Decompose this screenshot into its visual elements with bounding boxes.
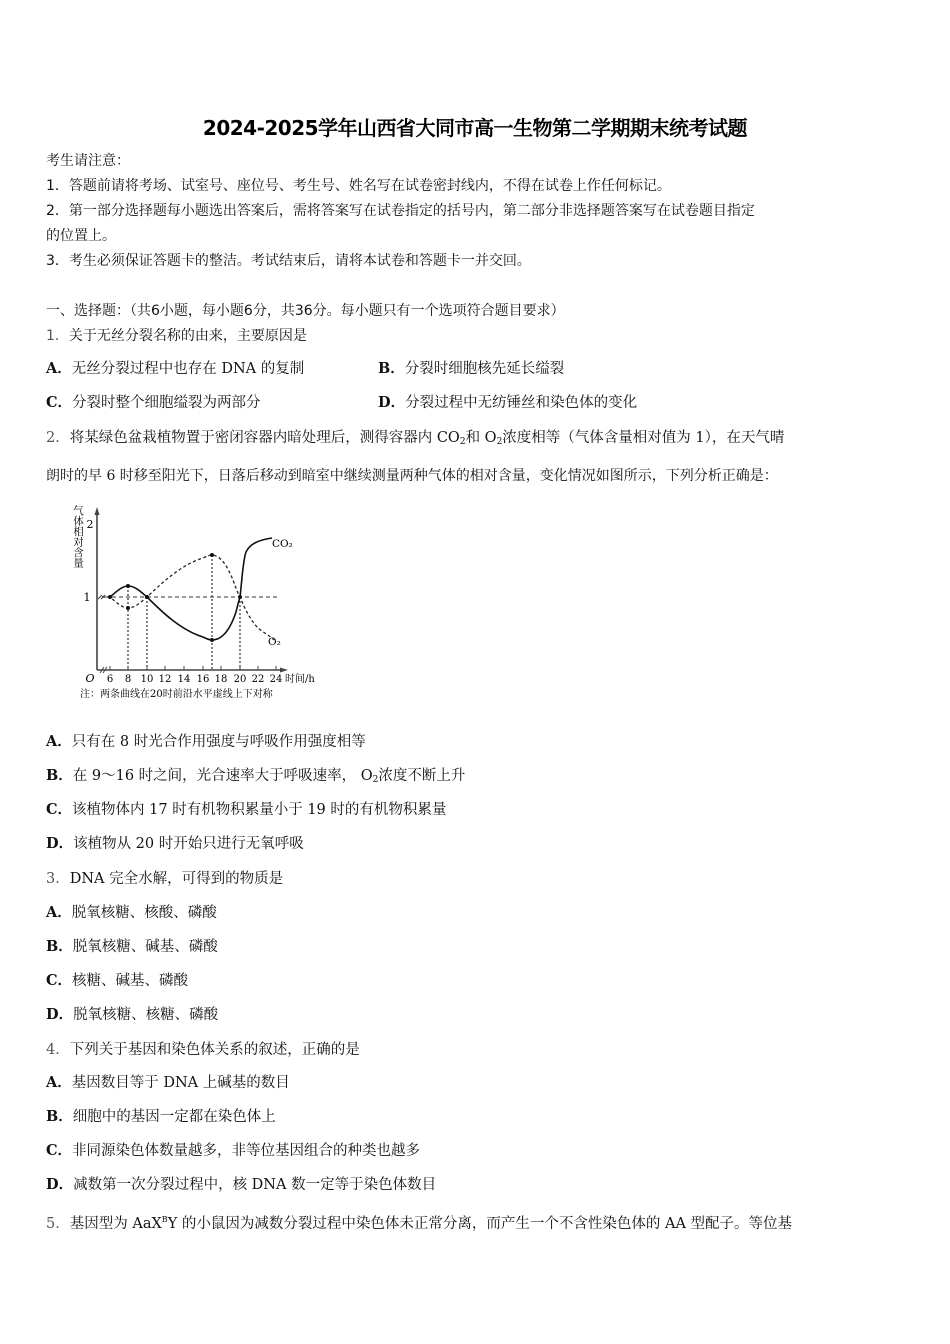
chart-svg — [60, 498, 350, 713]
option-letter: D． — [46, 1176, 74, 1193]
question-text: 关于无丝分裂名称的由来，主要原因是 — [68, 328, 307, 344]
subscript: 2 — [372, 775, 379, 785]
x-tick-label: 14 — [177, 674, 191, 685]
question-number: 5． — [46, 1216, 70, 1232]
option-text: 无丝分裂过程中也存在 DNA 的复制 — [71, 361, 305, 377]
vertical-guide-lines — [128, 555, 240, 670]
option-letter: B． — [46, 938, 73, 955]
option-text: 细胞中的基因一定都在染色体上 — [72, 1109, 276, 1125]
question-1-options-row-2 — [46, 393, 926, 413]
question-text: 下列关于基因和染色体关系的叙述，正确的是 — [69, 1042, 360, 1058]
x-tick-label: 20 — [233, 674, 247, 685]
o2-series-label: O₂ — [268, 636, 281, 648]
option-text: 脱氧核糖、核糖、磷酸 — [73, 1007, 219, 1023]
option-text: 该植物从 20 时开始只进行无氧呼吸 — [73, 836, 304, 852]
option-letter: B． — [378, 360, 405, 377]
notice-heading: 考生请注意： — [46, 153, 130, 169]
x-tick-label: 18 — [214, 674, 228, 685]
option-4a[interactable] — [46, 1073, 290, 1093]
question-number: 4． — [46, 1042, 70, 1058]
question-4-stem — [46, 1040, 360, 1060]
option-3c[interactable] — [46, 971, 188, 991]
superscript: B — [161, 1215, 168, 1224]
question-text: 将某绿色盆栽植物置于密闭容器内暗处理后，测得容器内 CO — [69, 430, 460, 446]
question-2-stem-line-1 — [46, 428, 784, 452]
question-text: 浓度相等（气体含量相对值为 1），在天气晴 — [502, 430, 785, 446]
x-tick-label: 6 — [106, 674, 114, 685]
notice-item-1: 1．答题前请将考场、试室号、座位号、考生号、姓名写在试卷密封线内，不得在试卷上作任何标记。 — [46, 178, 671, 194]
option-2b[interactable] — [46, 766, 465, 790]
option-letter: C． — [46, 972, 73, 989]
option-2c[interactable] — [46, 800, 446, 820]
option-3a[interactable] — [46, 903, 217, 923]
option-text: 在 9～16 时之间，光合速率大于呼吸速率， O — [72, 768, 373, 784]
option-letter: C． — [46, 394, 73, 411]
y-axis-title: 气体相对含量 — [72, 505, 84, 568]
option-letter: C． — [46, 801, 73, 818]
question-number: 1． — [46, 328, 69, 344]
x-tick-label: 24 — [269, 674, 283, 685]
option-text: 脱氧核糖、碱基、磷酸 — [72, 939, 218, 955]
origin-label: O — [85, 672, 95, 685]
option-1b[interactable] — [378, 359, 564, 379]
section-heading: 一、选择题：（共6小题，每小题6分，共36分。每小题只有一个选项符合题目要求） — [46, 303, 565, 319]
option-1c[interactable] — [46, 395, 261, 411]
question-text: Y 的小鼠因为减数分裂过程中染色体未正常分离，而产生一个不含性染色体的 AA 型配子。等位基 — [167, 1216, 793, 1232]
option-letter: C． — [46, 1142, 73, 1159]
option-letter: D． — [378, 394, 406, 411]
question-text: DNA 完全水解，可得到的物质是 — [69, 871, 284, 887]
gas-content-chart — [60, 498, 350, 713]
co2-series-label: CO₂ — [272, 538, 293, 550]
x-axis-arrow-icon — [280, 668, 288, 673]
option-letter: B． — [46, 1108, 73, 1125]
option-1d[interactable] — [378, 393, 637, 413]
option-4d[interactable] — [46, 1175, 436, 1195]
option-text: 分裂过程中无纺锤丝和染色体的变化 — [405, 395, 638, 411]
option-text: 该植物体内 17 时有机物积累量小于 19 时的有机物积累量 — [72, 802, 447, 818]
option-4b[interactable] — [46, 1107, 276, 1127]
option-text: 分裂时整个细胞缢裂为两部分 — [72, 395, 261, 411]
document-title: 2024-2025学年山西省大同市高一生物第二学期期末统考试题 — [202, 116, 748, 140]
x-tick-label: 16 — [196, 674, 210, 685]
option-letter: D． — [46, 1006, 74, 1023]
option-text: 脱氧核糖、核酸、磷酸 — [71, 905, 217, 921]
option-text: 非同源染色体数量越多，非等位基因组合的种类也越多 — [72, 1143, 421, 1159]
x-axis-title: 时间/h — [285, 674, 315, 685]
question-1-options-row-1 — [46, 359, 926, 379]
notice-item-2-continued: 的位置上。 — [46, 228, 116, 244]
option-text: 分裂时细胞核先延长缢裂 — [404, 361, 565, 377]
option-3d[interactable] — [46, 1005, 218, 1025]
x-tick-label: 8 — [124, 674, 132, 685]
option-text: 只有在 8 时光合作用强度与呼吸作用强度相等 — [71, 734, 366, 750]
y-tick-label: 2 — [86, 518, 94, 531]
option-4c[interactable] — [46, 1141, 420, 1161]
question-1-stem — [46, 326, 307, 346]
option-text: 浓度不断上升 — [378, 768, 466, 784]
option-text: 减数第一次分裂过程中，核 DNA 数一定等于染色体数目 — [73, 1177, 437, 1193]
chart-note: 注：两条曲线在20时前沿水平虚线上下对称 — [80, 689, 273, 700]
option-2d[interactable] — [46, 834, 304, 854]
option-letter: A． — [46, 733, 72, 750]
question-text: 基因型为 AaX — [69, 1216, 162, 1232]
question-2-stem-line-2: 朗时的早 6 时移至阳光下，日落后移动到暗室中继续测量两种气体的相对含量，变化情况如图所示，下列分析正确是： — [46, 468, 778, 484]
question-3-stem — [46, 869, 283, 889]
question-number: 3． — [46, 871, 70, 887]
option-letter: A． — [46, 904, 72, 921]
question-text: 和 O — [465, 430, 497, 446]
option-letter: A． — [46, 1074, 72, 1091]
option-2a[interactable] — [46, 732, 366, 752]
x-tick-label: 12 — [158, 674, 172, 685]
option-letter: D． — [46, 835, 74, 852]
option-text: 基因数目等于 DNA 上碱基的数目 — [71, 1075, 290, 1091]
option-letter: A． — [46, 360, 72, 377]
y-axis-arrow-icon — [95, 507, 100, 515]
co2-series-line — [110, 538, 272, 640]
x-tick-label: 10 — [140, 674, 154, 685]
subscript: 2 — [496, 437, 503, 447]
option-1a[interactable] — [46, 361, 304, 377]
question-number: 2． — [46, 430, 70, 446]
option-text: 核糖、碱基、磷酸 — [72, 973, 189, 989]
option-letter: B． — [46, 767, 73, 784]
x-tick-label: 22 — [251, 674, 265, 685]
notice-item-2: 2．第一部分选择题每小题选出答案后，需将答案写在试卷指定的括号内，第二部分非选择题答案写在试卷题目指定 — [46, 203, 755, 219]
notice-item-3: 3．考生必须保证答题卡的整洁。考试结束后，请将本试卷和答题卡一并交回。 — [46, 253, 531, 269]
question-5-stem — [46, 1210, 792, 1234]
subscript: 2 — [459, 437, 466, 447]
y-tick-label: 1 — [83, 591, 91, 604]
option-3b[interactable] — [46, 937, 218, 957]
